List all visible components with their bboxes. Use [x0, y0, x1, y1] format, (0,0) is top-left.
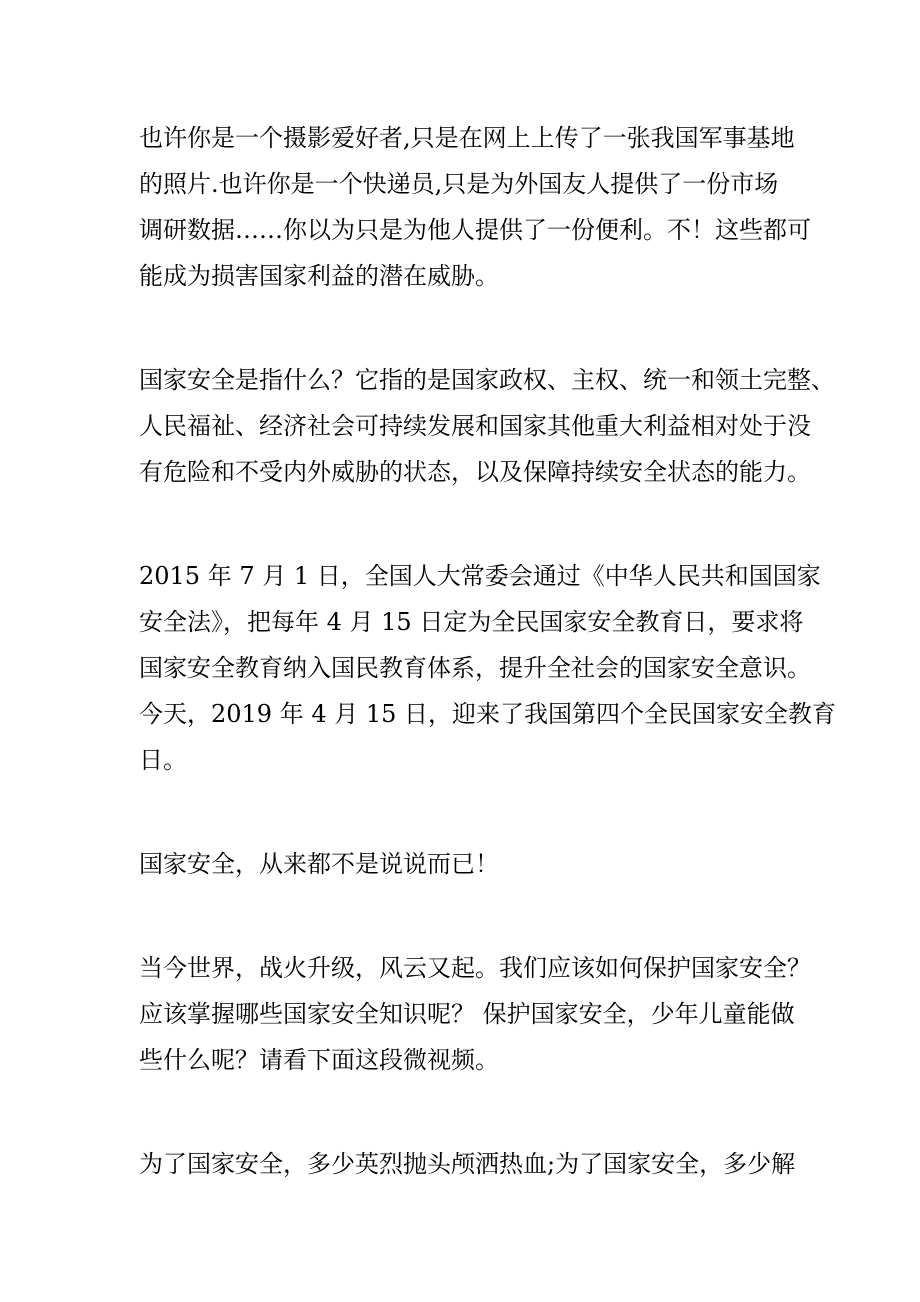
text-line: 为了国家安全，多少英烈抛头颅洒热血;为了国家安全，多少解 [139, 1150, 796, 1178]
text-line: 国家安全，从来都不是说说而已！ [139, 850, 499, 878]
text-line: 安全法》，把每年 4 月 15 日定为全民国家安全教育日，要求将 [139, 608, 804, 636]
paragraph-gap [139, 783, 799, 841]
text-line: 有危险和不受内外威胁的状态，以及保障持续安全状态的能力。 [139, 458, 811, 486]
document-body [139, 115, 837, 1187]
text-line: 当今世界，战火升级，风云又起。我们应该如何保护国家安全？ [139, 954, 811, 982]
text-line: 些什么呢？请看下面这段微视频。 [139, 1046, 499, 1074]
paragraph-law-history [139, 553, 837, 783]
paragraph-definition [139, 357, 835, 495]
text-line: 能成为损害国家利益的潜在威胁。 [139, 262, 499, 290]
paragraph-questions [139, 945, 811, 1083]
paragraph-gap [139, 299, 799, 357]
paragraph-gap [139, 1083, 799, 1141]
text-line: 国家安全是指什么？它指的是国家政权、主权、统一和领土完整、 [139, 366, 835, 394]
text-line: 也许你是一个摄影爱好者,只是在网上上传了一张我国军事基地 [139, 124, 795, 152]
text-line: 应该掌握哪些国家安全知识呢？ 保护国家安全，少年儿童能做 [139, 1000, 795, 1028]
text-line: 今天，2019 年 4 月 15 日，迎来了我国第四个全民国家安全教育 [139, 700, 837, 728]
paragraph-photography-warning [139, 115, 811, 299]
text-line: 人民福祉、经济社会可持续发展和国家其他重大利益相对处于没 [139, 412, 811, 440]
paragraph-gap [139, 887, 799, 945]
text-line: 日。 [139, 746, 187, 774]
paragraph-gap [139, 495, 799, 553]
text-line: 的照片.也许你是一个快递员,只是为外国友人提供了一份市场 [139, 170, 779, 198]
paragraph-heroes [139, 1141, 799, 1187]
text-line: 调研数据……你以为只是为他人提供了一份便利。不！这些都可 [139, 216, 811, 244]
paragraph-slogan [139, 841, 799, 887]
text-line: 国家安全教育纳入国民教育体系，提升全社会的国家安全意识。 [139, 654, 811, 682]
text-line: 2015 年 7 月 1 日，全国人大常委会通过《中华人民共和国国家 [139, 562, 821, 590]
